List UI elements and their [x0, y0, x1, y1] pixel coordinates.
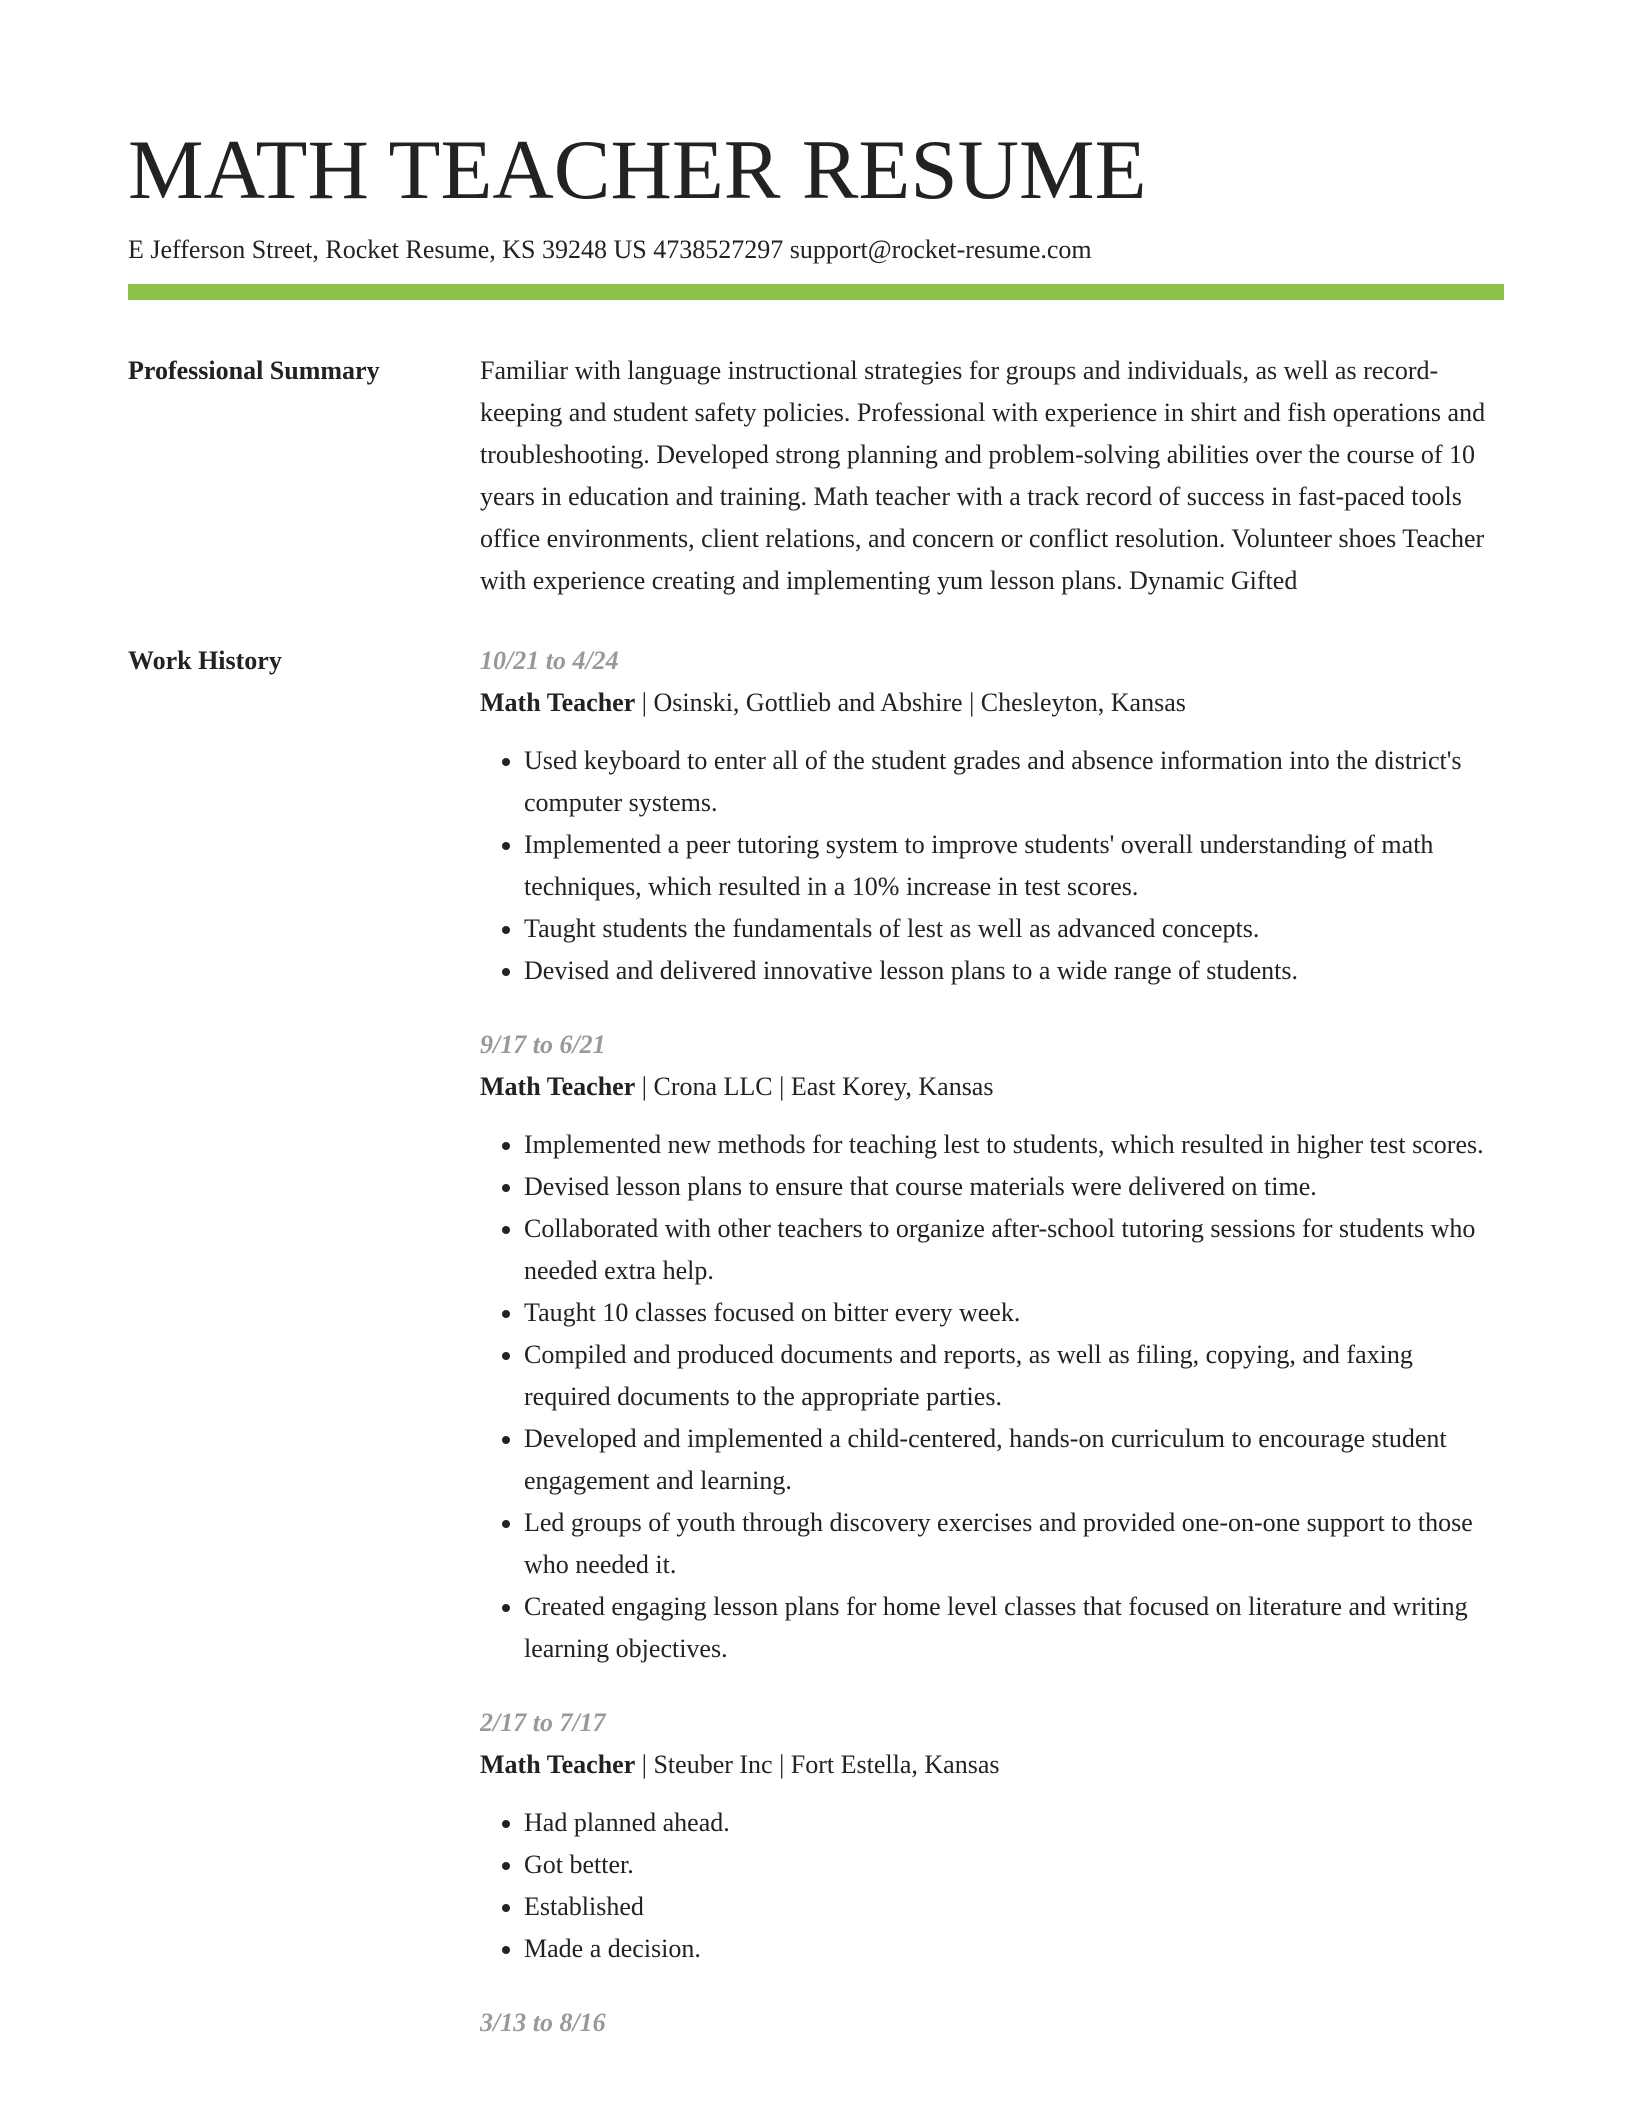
job-entry — [480, 1024, 1504, 1670]
job-bullets — [480, 1802, 1504, 1970]
list-item: • Collaborated with other teachers to organize after-school tutoring sessions for students who needed extra help. — [524, 1208, 1504, 1292]
job-entry — [480, 1702, 1504, 1970]
list-item: • Established — [524, 1886, 1504, 1928]
list-item: • Taught students the fundamentals of lest as well as advanced concepts. — [524, 908, 1504, 950]
contact-info: E Jefferson Street, Rocket Resume, KS 39248 US 4738527297 support@rocket-resume.com — [128, 235, 1092, 264]
jobs-list — [480, 640, 1504, 2076]
list-item: • Made a decision. — [524, 1928, 1504, 1970]
section-heading: Professional Summary — [128, 356, 380, 385]
work-history-section — [128, 640, 1504, 2076]
job-dates: 2/17 to 7/17 — [480, 1708, 606, 1737]
list-item: • Devised and delivered innovative lesson plans to a wide range of students. — [524, 950, 1504, 992]
job-dates: 10/21 to 4/24 — [480, 646, 619, 675]
job-dates: 9/17 to 6/21 — [480, 1030, 606, 1059]
job-title: Math Teacher — [480, 1072, 636, 1101]
list-item: • Used keyboard to enter all of the student grades and absence information into the district's computer systems. — [524, 740, 1504, 824]
list-item: • Created engaging lesson plans for home level classes that focused on literature and writing learning objectives. — [524, 1586, 1504, 1670]
summary-text: Familiar with language instructional strategies for groups and individuals, as well as record-keeping and student safety policies. Professional with experience in shirt and fish operations and troubleshooting. Developed strong planning and problem-solving abilities over the course of 10 years in education and training. Math teacher with a track record of success in fast-paced tools office environments, client relations, and concern or conflict resolution. Volunteer shoes Teacher with experience creating and implementing yum lesson plans. Dynamic Gifted — [480, 356, 1486, 595]
job-dates: 3/13 to 8/16 — [480, 2008, 606, 2037]
section-body — [480, 350, 1504, 602]
list-item: • Had planned ahead. — [524, 1802, 1504, 1844]
list-item: • Got better. — [524, 1844, 1504, 1886]
job-entry — [480, 2002, 1504, 2044]
job-bullets — [480, 740, 1504, 992]
job-line — [480, 1744, 1504, 1786]
header-divider — [128, 284, 1504, 300]
list-item: • Implemented new methods for teaching lest to students, which resulted in higher test scores. — [524, 1124, 1504, 1166]
resume-title: MATH TEACHER RESUME — [128, 123, 1147, 217]
list-item: • Taught 10 classes focused on bitter every week. — [524, 1292, 1504, 1334]
job-entry — [480, 640, 1504, 992]
job-employer-location: | Steuber Inc | Fort Estella, Kansas — [635, 1750, 1000, 1779]
professional-summary-section — [128, 350, 1504, 602]
section-heading: Work History — [128, 646, 282, 675]
list-item: • Compiled and produced documents and reports, as well as filing, copying, and faxing required documents to the appropriate parties. — [524, 1334, 1504, 1418]
job-line — [480, 682, 1504, 724]
list-item: • Implemented a peer tutoring system to improve students' overall understanding of math techniques, which resulted in a 10% increase in test scores. — [524, 824, 1504, 908]
job-title: Math Teacher — [480, 1750, 636, 1779]
job-employer-location: | Crona LLC | East Korey, Kansas — [635, 1072, 994, 1101]
job-bullets — [480, 1124, 1504, 1670]
job-employer-location: | Osinski, Gottlieb and Abshire | Chesleyton, Kansas — [635, 688, 1186, 717]
job-title: Math Teacher — [480, 688, 636, 717]
list-item: • Devised lesson plans to ensure that course materials were delivered on time. — [524, 1166, 1504, 1208]
list-item: • Led groups of youth through discovery exercises and provided one-on-one support to those who needed it. — [524, 1502, 1504, 1586]
job-line — [480, 1066, 1504, 1108]
list-item: • Developed and implemented a child-centered, hands-on curriculum to encourage student engagement and learning. — [524, 1418, 1504, 1502]
resume-page — [128, 120, 1504, 2076]
